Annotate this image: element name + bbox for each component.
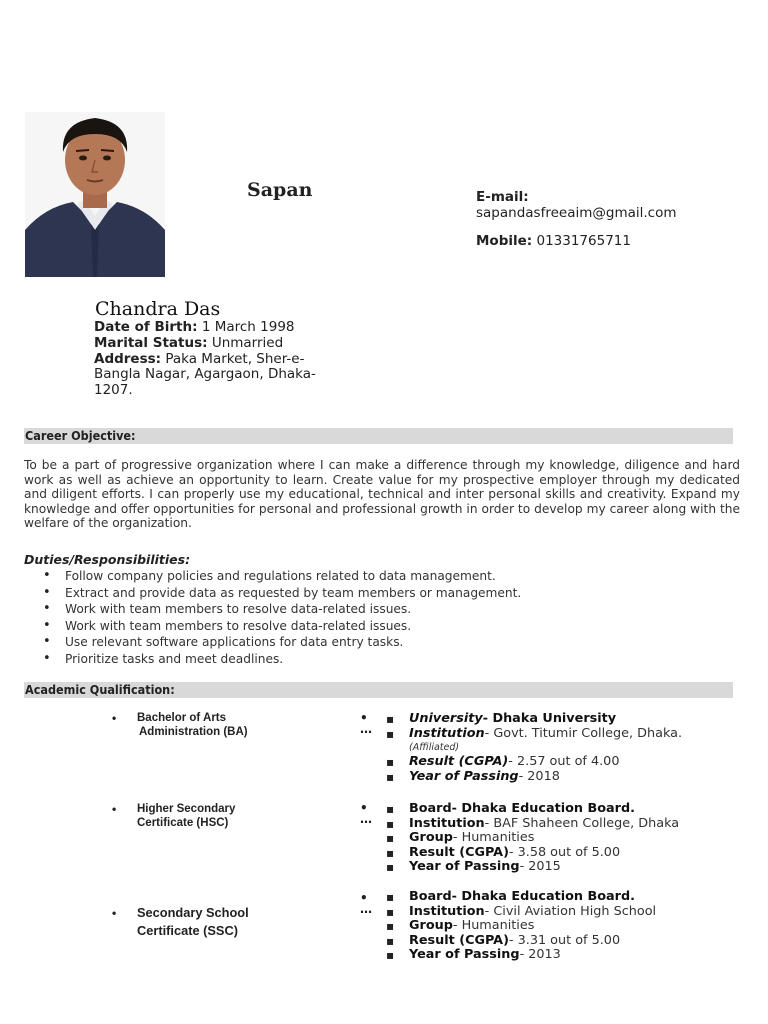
list-item: ▪ Group- Humanities <box>386 831 756 846</box>
dob-value: 1 March 1998 <box>201 319 295 335</box>
list-item: ▪ Board- Dhaka Education Board. <box>386 802 756 817</box>
bullet-marks: • … <box>360 711 372 736</box>
marital-line <box>94 336 329 352</box>
personal-info <box>94 320 329 399</box>
degree-title-line1: Secondary School <box>137 905 249 920</box>
marital-value: Unmarried <box>211 334 284 351</box>
list-item: • Extract and provide data as requested by team members or management. <box>65 585 705 602</box>
bullet-icon: • <box>112 802 117 816</box>
degree-title-line2: Administration (BA) <box>139 726 248 738</box>
list-item: ▪ Institution- BAF Shaheen College, Dhaka <box>386 817 756 832</box>
bullet-icon: • <box>112 711 117 725</box>
duties-list <box>65 568 705 668</box>
person-portrait-icon <box>25 112 165 277</box>
email-value: sapandasfreeaim@gmail.com <box>476 205 677 221</box>
list-item: ▪ University- Dhaka University <box>386 712 756 727</box>
last-name: Chandra Das <box>95 298 221 320</box>
bullet-marks: • … <box>360 801 372 826</box>
list-item: ▪ Year of Passing- 2018 <box>386 770 756 785</box>
degree-title-line1: Higher Secondary <box>137 803 236 815</box>
mobile-line <box>476 233 756 249</box>
academic-qualification-heading: Academic Qualification: <box>24 682 733 698</box>
list-item: ▪ Result (CGPA)- 3.31 out of 5.00 <box>386 934 756 949</box>
bullet-icon: • <box>112 906 117 920</box>
address-label: Address: <box>94 350 162 367</box>
contact-block <box>476 189 756 249</box>
address-line <box>94 352 329 399</box>
career-objective-text: To be a part of progressive organization where I can make a difference through my knowledge, diligence and hard work as well as achieve an opportunity to learn. Create value for my prospective employer through my dedicated and diligent efforts. I can properly use my educational, technical and inter personal skills and creativity. Expand my knowledge and offer opportunities for personal and professional growth in order to develop my career along with the welfare of the organization. <box>24 458 740 531</box>
list-item: • Follow company policies and regulations related to data management. <box>65 568 705 585</box>
email-label: E-mail: <box>476 189 529 205</box>
profile-photo <box>25 112 165 277</box>
hsc-details <box>386 802 756 875</box>
ssc-details <box>386 890 756 963</box>
list-item: ▪ Board- Dhaka Education Board. <box>386 890 756 905</box>
list-item: • Work with team members to resolve data-related issues. <box>65 618 705 635</box>
list-item: ▪ Result (CGPA)- 2.57 out of 4.00 <box>386 755 756 770</box>
dob-label: Date of Birth: <box>94 319 198 335</box>
list-item: (Affiliated) <box>409 742 460 754</box>
bullet-marks: • … <box>360 891 372 916</box>
degree-title-line2: Certificate (SSC) <box>137 923 238 938</box>
list-item: ▪ Institution- Civil Aviation High School <box>386 905 756 920</box>
first-name: Sapan <box>247 179 313 201</box>
list-item: • Prioritize tasks and meet deadlines. <box>65 651 705 668</box>
degree-ssc <box>112 904 312 940</box>
address-value: Paka Market, Sher-e-Bangla Nagar, Agargaon, Dhaka-1207. <box>94 350 316 399</box>
degree-hsc <box>112 802 312 830</box>
degree-ba <box>112 711 312 739</box>
degree-title-line2: Certificate (HSC) <box>137 817 229 829</box>
list-item: ▪ Institution- Govt. Titumir College, Dhaka. <box>386 727 756 742</box>
list-item: • Use relevant software applications for data entry tasks. <box>65 634 705 651</box>
mobile-value: 01331765711 <box>536 233 631 249</box>
mobile-label: Mobile: <box>476 233 533 249</box>
dob-line <box>94 320 329 336</box>
degree-title-line1: Bachelor of Arts <box>137 712 227 724</box>
career-objective-heading: Career Objective: <box>24 428 733 444</box>
marital-label: Marital Status: <box>94 334 208 351</box>
list-item: ▪ Result (CGPA)- 3.58 out of 5.00 <box>386 846 756 861</box>
list-item: ▪ Year of Passing- 2013 <box>386 948 756 963</box>
list-item: ▪ Group- Humanities <box>386 919 756 934</box>
list-item: ▪ Year of Passing- 2015 <box>386 860 756 875</box>
duties-heading: Duties/Responsibilities: <box>24 552 191 567</box>
ba-details <box>386 712 756 784</box>
list-item: • Work with team members to resolve data-related issues. <box>65 601 705 618</box>
